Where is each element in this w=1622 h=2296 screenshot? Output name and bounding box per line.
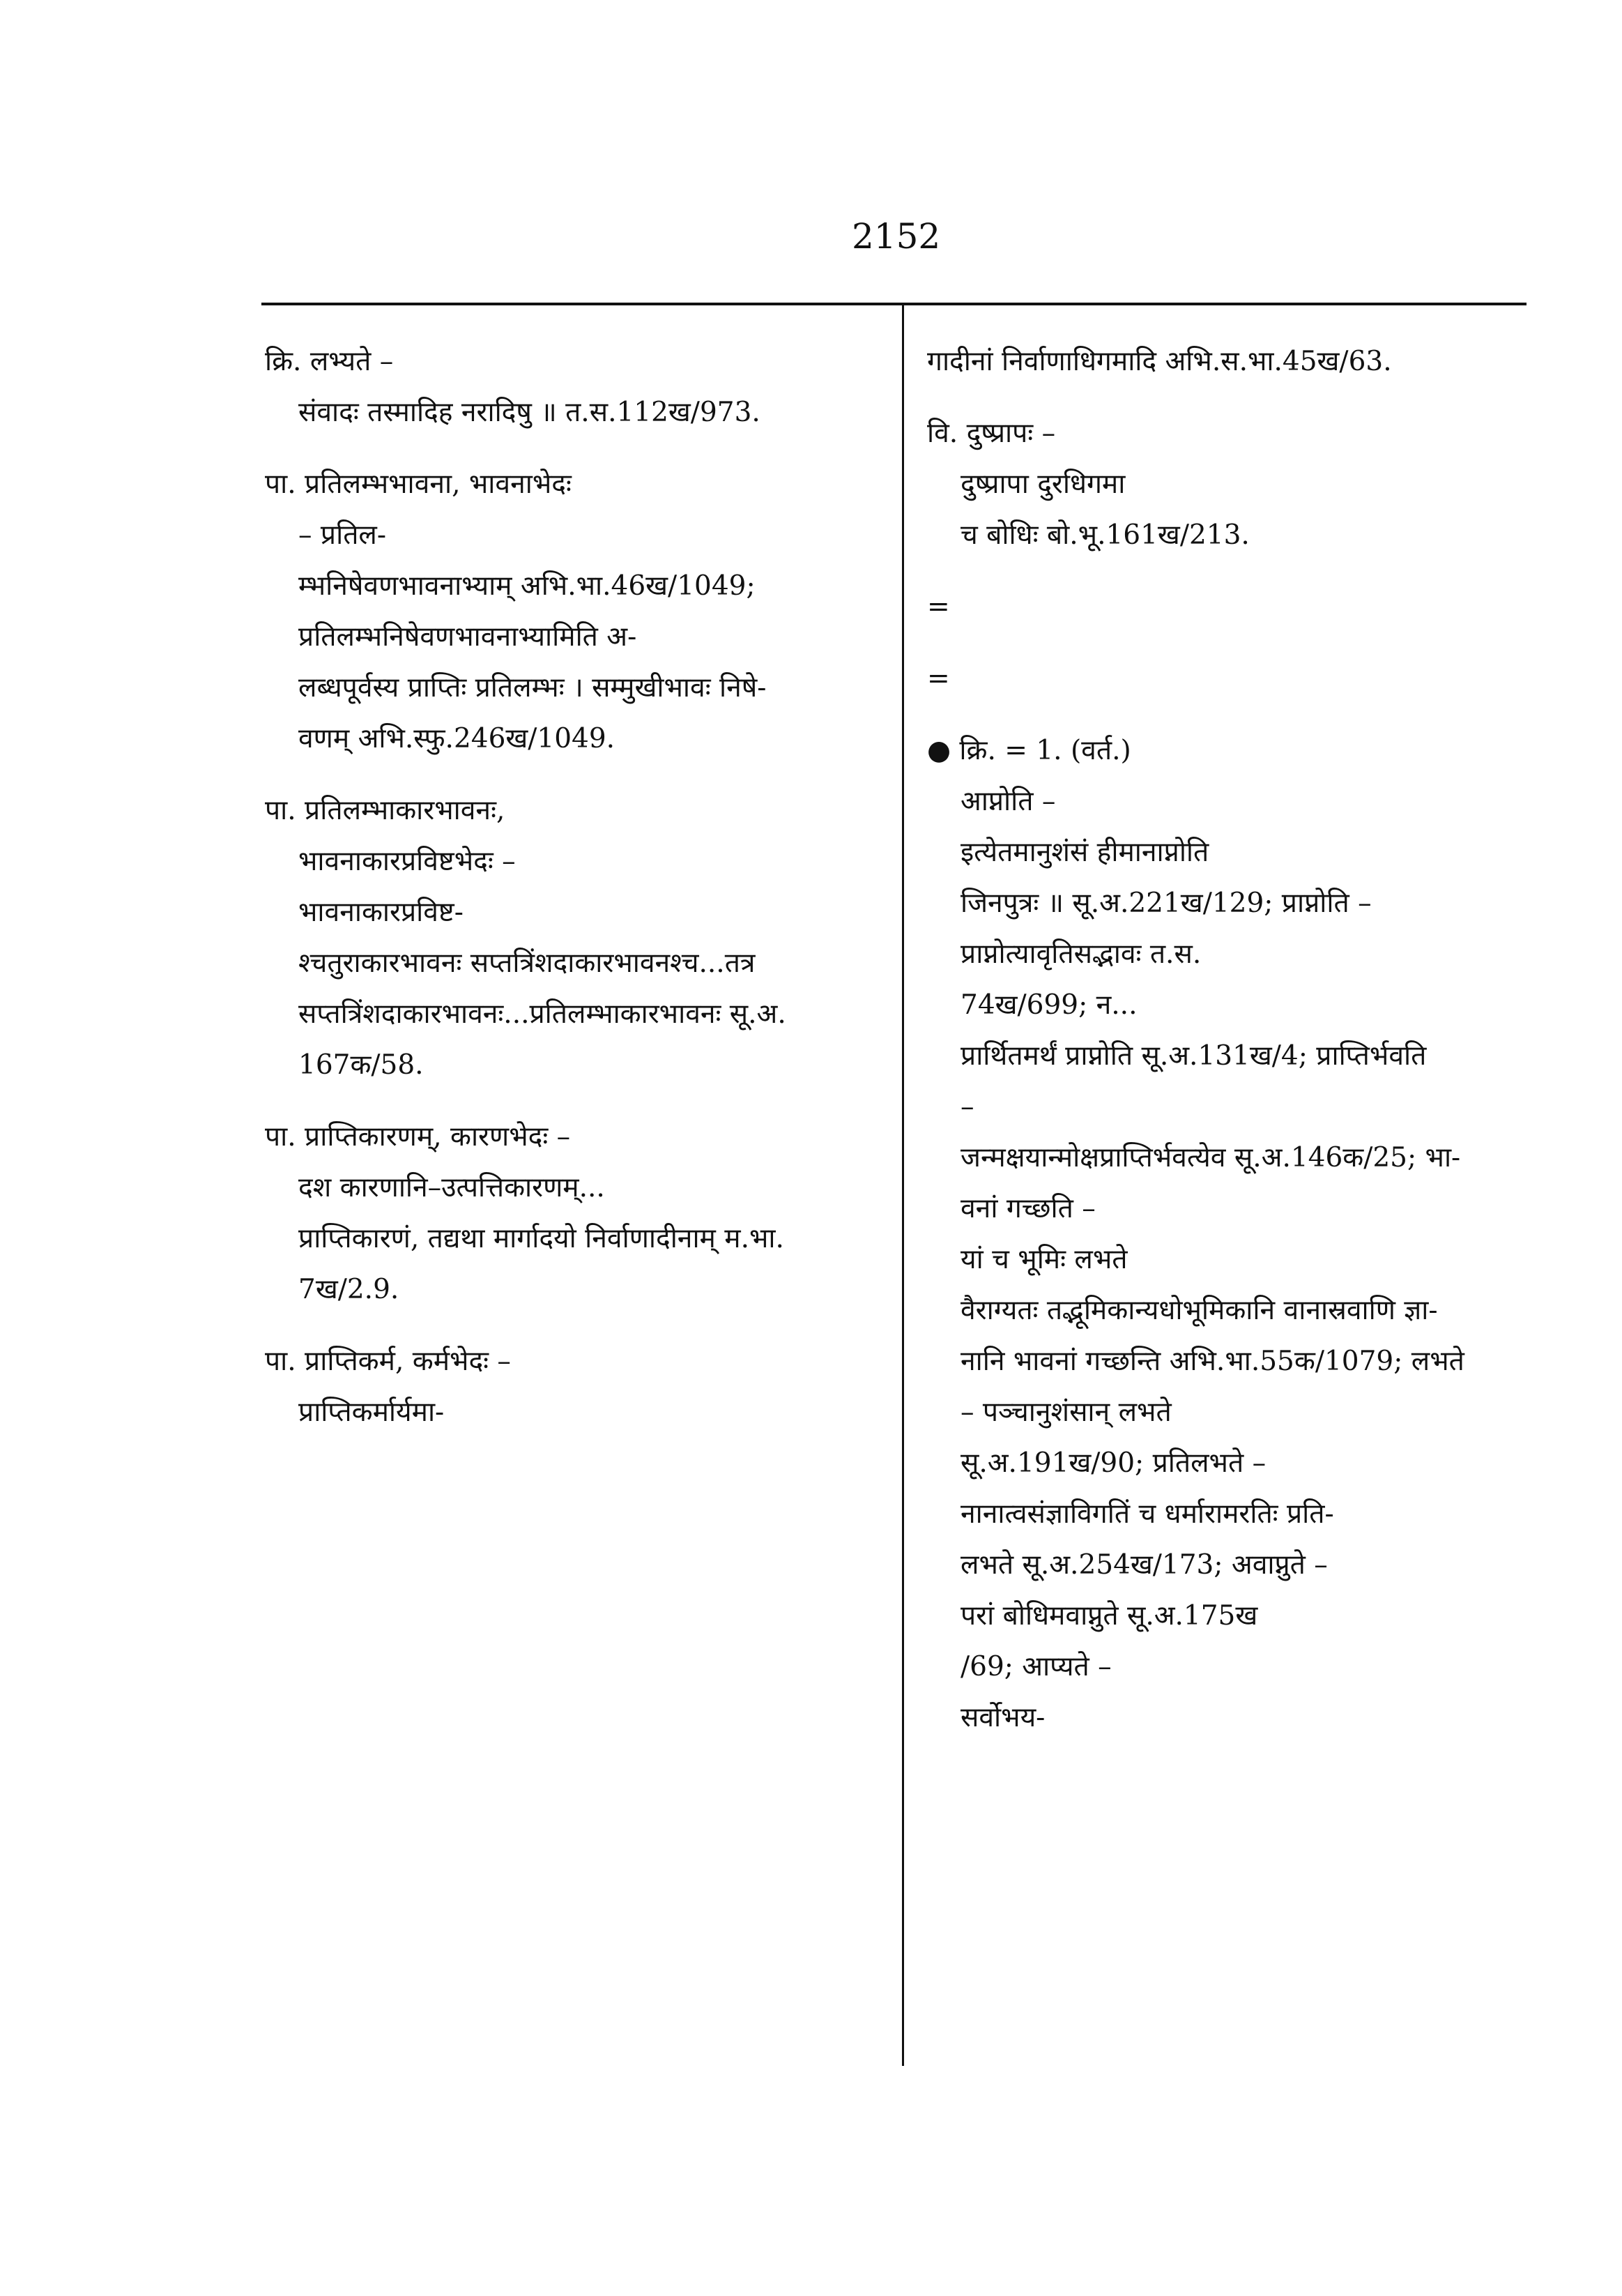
entry-headline: ● क्रि. = 1. (वर्त.) xyxy=(927,735,1131,766)
entry-line: – प्रतिल- xyxy=(298,519,387,551)
entry-line: /69; आप्यते – xyxy=(961,1651,1112,1682)
entry-headline: = xyxy=(927,591,950,623)
entry-headline: पा. प्रतिलम्भाकारभावनः, xyxy=(265,795,505,826)
entry-line: – पञ्चानुशंसान् लभते xyxy=(961,1397,1172,1428)
dictionary-entry xyxy=(927,653,1533,704)
dictionary-entry xyxy=(265,1111,885,1315)
entry-line: वणम् अभि.स्फु.246ख/1049. xyxy=(298,723,615,754)
dictionary-entry xyxy=(265,785,885,1090)
entry-headline: क्रि. लभ्यते – xyxy=(265,346,394,377)
entry-line: प्राप्तिकारणं, तद्यथा मार्गादयो निर्वाणादीनाम् म.भा. xyxy=(298,1223,784,1254)
entry-line: नानि भावनां गच्छन्ति अभि.भा.55क/1079; लभते xyxy=(961,1346,1464,1377)
dictionary-entry xyxy=(927,725,1533,1743)
entry-headline: = xyxy=(927,663,950,694)
dictionary-entry xyxy=(265,1336,885,1438)
entry-line: इत्येतमानुशंसं हीमानाप्नोति xyxy=(961,837,1209,868)
dictionary-entry xyxy=(265,459,885,764)
entry-line: जन्मक्षयान्मोक्षप्राप्तिर्भवत्येव सू.अ.146क/25; भा- xyxy=(961,1142,1461,1173)
entry-headline: वि. दुष्प्रापः – xyxy=(927,418,1056,449)
dictionary-entry xyxy=(927,336,1533,387)
entry-line: दश कारणानि–उत्पत्तिकारणम्... xyxy=(298,1172,605,1203)
entry-line: वनां गच्छति – xyxy=(961,1193,1096,1224)
entry-line: संवादः तस्मादिह नरादिषु ॥ त.स.112ख/973. xyxy=(298,397,760,428)
entry-line: 7ख/2.9. xyxy=(298,1274,399,1305)
entry-line: नानात्वसंज्ञाविगतिं च धर्मारामरतिः प्रति- xyxy=(961,1498,1334,1530)
entry-line: सप्तत्रिंशदाकारभावनः...प्रतिलम्भाकारभावनः सू.अ. xyxy=(298,998,786,1030)
entry-line: – xyxy=(961,1091,974,1123)
entry-line: जिनपुत्रः ॥ सू.अ.221ख/129; प्राप्नोति – xyxy=(961,888,1372,919)
entry-line: दुष्प्रापा दुरधिगमा xyxy=(961,469,1126,500)
right-column xyxy=(927,336,1533,1764)
entry-line: प्राप्तिकर्मार्यमा- xyxy=(298,1397,445,1428)
header-rule xyxy=(261,303,1527,305)
entry-line: भावनाकारप्रविष्ट- xyxy=(298,897,464,928)
entry-line: म्भनिषेवणभावनाभ्याम् अभि.भा.46ख/1049; xyxy=(298,570,756,602)
entry-line: लब्धपूर्वस्य प्राप्तिः प्रतिलम्भः । सम्मुखीभावः निषे- xyxy=(298,672,767,704)
entry-line: प्राप्नोत्यावृतिसद्भावः त.स. xyxy=(961,938,1202,970)
entry-line: च बोधिः बो.भू.161ख/213. xyxy=(961,519,1250,551)
entry-line: परां बोधिमवाप्नुते सू.अ.175ख xyxy=(961,1600,1258,1632)
dictionary-entry xyxy=(927,581,1533,632)
left-column xyxy=(265,336,885,1459)
entry-headline: पा. प्रतिलम्भभावना, भावनाभेदः xyxy=(265,469,572,500)
entry-line: यां च भूमिः लभते xyxy=(961,1244,1128,1275)
dictionary-entry xyxy=(265,336,885,438)
entry-line: सर्वोभय- xyxy=(961,1702,1046,1733)
entry-line: भावनाकारप्रविष्टभेदः – xyxy=(298,846,516,877)
entry-headline: पा. प्राप्तिकारणम्, कारणभेदः – xyxy=(265,1121,571,1153)
entry-headline: पा. प्राप्तिकर्म, कर्मभेदः – xyxy=(265,1346,511,1377)
entry-line: 167क/58. xyxy=(298,1049,424,1081)
entry-line: लभते सू.अ.254ख/173; अवाप्नुते – xyxy=(961,1549,1328,1581)
entry-headline: गादीनां निर्वाणाधिगमादि अभि.स.भा.45ख/63. xyxy=(927,346,1392,377)
entry-line: आप्नोति – xyxy=(961,786,1056,817)
entry-line: 74ख/699; न... xyxy=(961,989,1138,1021)
page-number: 2152 xyxy=(852,216,941,257)
entry-line: सू.अ.191ख/90; प्रतिलभते – xyxy=(961,1447,1267,1479)
entry-line: प्रार्थितमर्थं प्राप्नोति सू.अ.131ख/4; प्राप्तिर्भवति xyxy=(961,1040,1427,1072)
entry-line: प्रतिलम्भनिषेवणभावनाभ्यामिति अ- xyxy=(298,621,637,653)
column-divider xyxy=(902,305,904,2066)
entry-line: श्चतुराकारभावनः सप्तत्रिंशदाकारभावनश्च...तत्र xyxy=(298,948,756,979)
entry-line: वैराग्यतः तद्भूमिकान्यधोभूमिकानि वानास्रवाणि ज्ञा- xyxy=(961,1295,1438,1326)
dictionary-entry xyxy=(927,408,1533,561)
